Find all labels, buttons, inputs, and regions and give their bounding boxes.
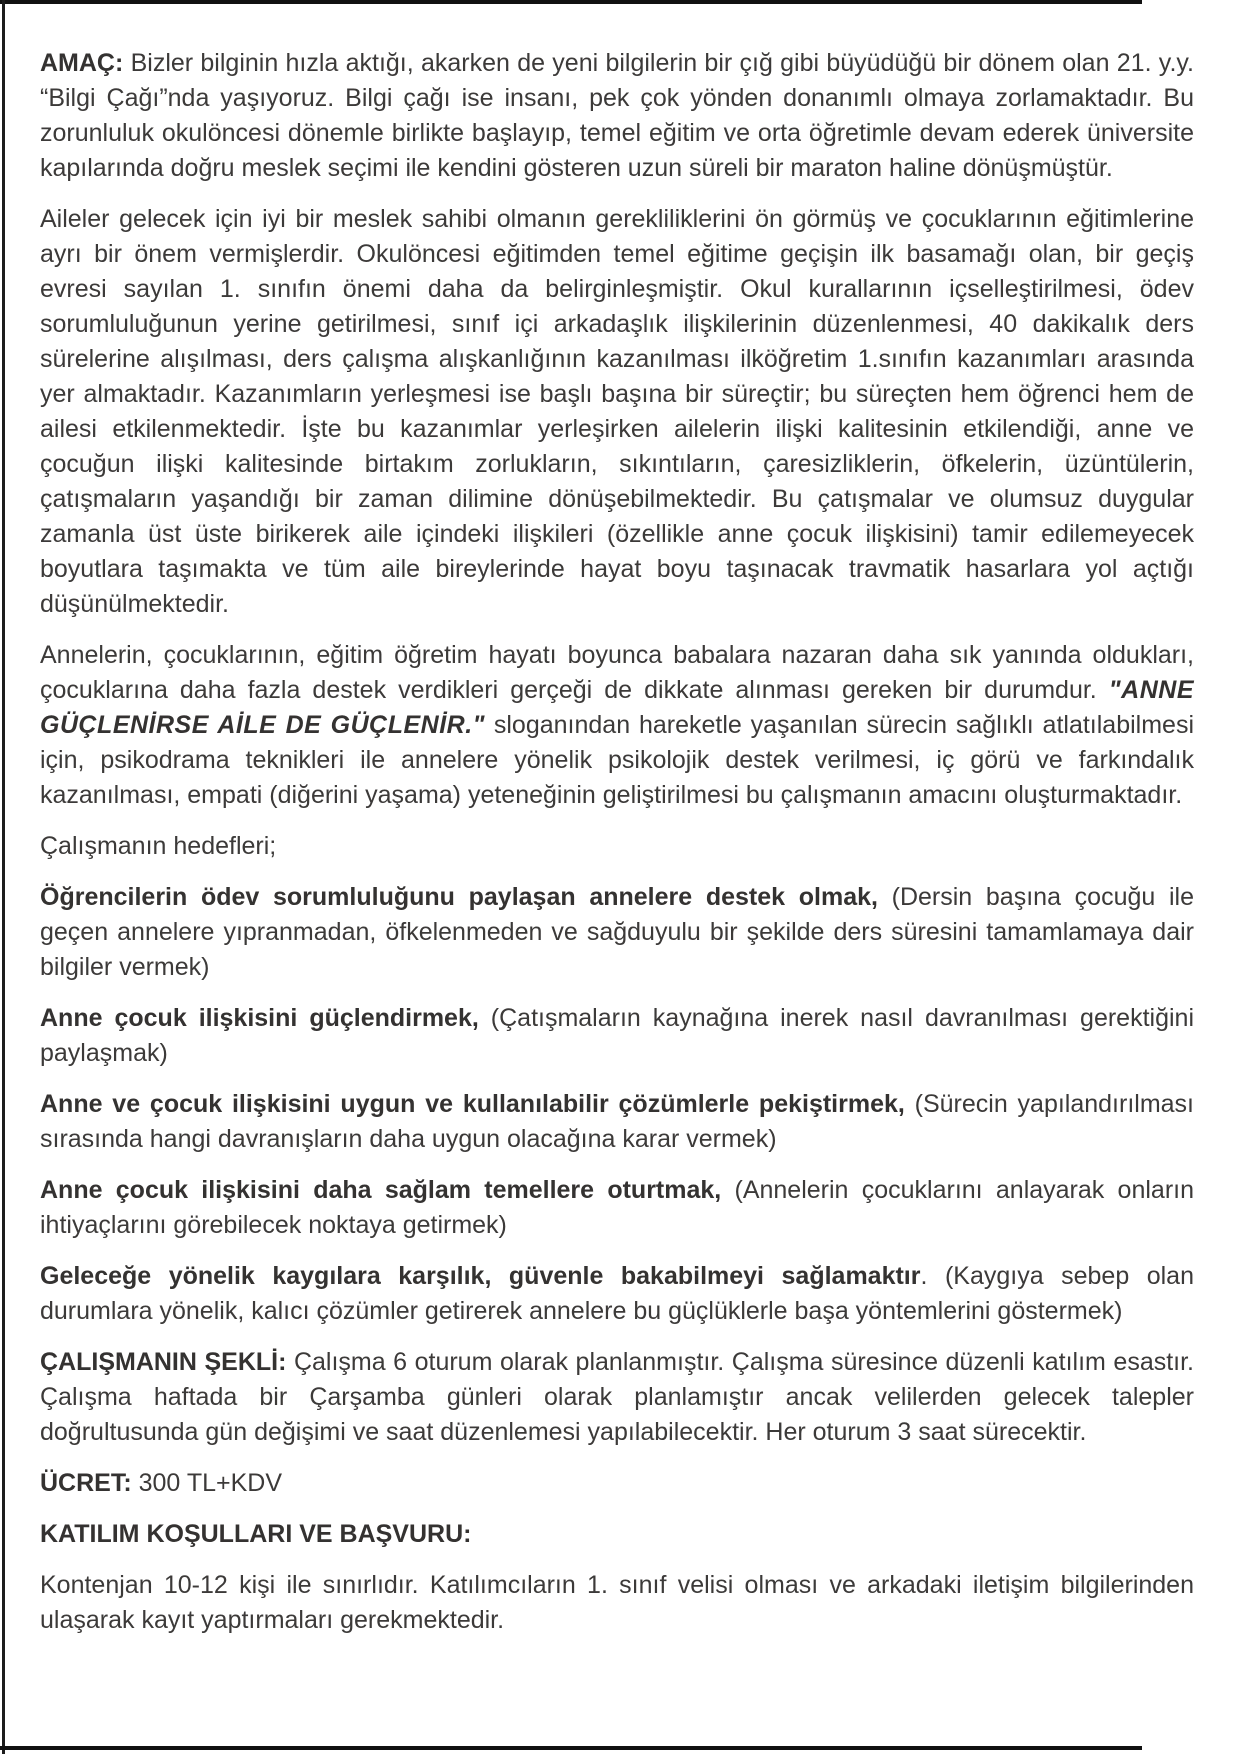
paragraph-amac xyxy=(40,46,1194,186)
paragraph-aileler xyxy=(40,202,1194,622)
kontenjan-text: Kontenjan 10-12 kişi ile sınırlıdır. Katılımcıların 1. sınıf velisi olması ve arkadaki iletişim bilgilerinden ulaşarak kayıt yaptırmaları gerekmektedir. xyxy=(40,1571,1194,1634)
goal-5-detail: . (Kaygıya sebep olan durumlara yönelik, kalıcı çözümler getirerek annelere bu güçlüklerle başa yöntemlerini göstermek) xyxy=(40,1262,1194,1325)
goal-3-lead: Anne ve çocuk ilişkisini uygun ve kullanılabilir çözümlerle pekiştirmek, xyxy=(40,1090,905,1118)
goal-2-lead: Anne çocuk ilişkisini güçlendirmek, xyxy=(40,1004,479,1032)
goal-4-detail: (Annelerin çocuklarını anlayarak onların ihtiyaçlarını görebilecek noktaya getirmek) xyxy=(40,1176,1194,1239)
goal-item-5 xyxy=(40,1259,1194,1329)
paragraph-anneler xyxy=(40,638,1194,813)
goal-item-1 xyxy=(40,880,1194,985)
page-border-bottom xyxy=(0,1746,1142,1750)
anne-guclenirse-slogan: "ANNE GÜÇLENİRSE AİLE DE GÜÇLENİR." xyxy=(40,676,1194,739)
goal-1-detail: (Dersin başına çocuğu ile geçen annelere yıpranmadan, öfkelenmeden ve sağduyulu bir şekilde ders süresini tamamlamaya dair bilgiler vermek) xyxy=(40,883,1194,981)
goal-item-3 xyxy=(40,1087,1194,1157)
goal-4-lead: Anne çocuk ilişkisini daha sağlam temellere oturtmak, xyxy=(40,1176,722,1204)
anneler-text-after: sloganından hareketle yaşanılan sürecin sağlıklı atlatılabilmesi için, psikodrama teknikleri ile annelere yönelik psikolojik destek verilmesi, iç görü ve farkındalık kazanılması, empati (diğerini yaşama) yeteneğinin geliştirilmesi bu çalışmanın amacını oluşturmaktadır. xyxy=(40,711,1195,809)
goals-intro-text: Çalışmanın hedefleri; xyxy=(40,832,277,860)
goal-item-4 xyxy=(40,1173,1194,1243)
goal-1-lead: Öğrencilerin ödev sorumluluğunu paylaşan annelere destek olmak, xyxy=(40,883,878,911)
ucret-text: 300 TL+KDV xyxy=(131,1469,283,1497)
goal-item-2 xyxy=(40,1001,1194,1071)
calismanin-sekli-heading: ÇALIŞMANIN ŞEKLİ: xyxy=(40,1348,287,1376)
anneler-text-before: Annelerin, çocuklarının, eğitim öğretim hayatı boyunca babalara nazaran daha sık yanında oldukları, çocuklarına daha fazla destek verdikleri gerçeği de dikkate alınması gereken bir durumdur. xyxy=(40,641,1194,704)
heading-katilim-kosullari xyxy=(40,1517,1194,1552)
ucret-heading: ÜCRET: xyxy=(40,1469,132,1497)
amac-text: Bizler bilginin hızla aktığı, akarken de yeni bilgilerin bir çığ gibi büyüdüğü bir dönem olan 21. y.y. “Bilgi Çağı”nda yaşıyoruz. Bilgi çağı ise insanı, pek çok yönden donanımlı olmaya zorlamaktadır. Bu zorunluluk okulöncesi dönemle birlikte başlayıp, temel eğitim ve orta öğretimle devam ederek üniversite kapılarında doğru meslek seçimi ile kendini gösteren uzun süreli bir maraton haline dönüşmüştür. xyxy=(40,49,1194,182)
calismanin-sekli-text: Çalışma 6 oturum olarak planlanmıştır. Çalışma süresince düzenli katılım esastır. Çalışma haftada bir Çarşamba günleri olarak planlamıştır ancak velilerden gelecek talepler doğrultusunda gün değişimi ve saat düzenlemesi yapılabilecektir. Her oturum 3 saat sürecektir. xyxy=(40,1348,1195,1446)
amac-heading: AMAÇ: xyxy=(40,49,124,77)
goal-5-lead: Geleceğe yönelik kaygılara karşılık, güvenle bakabilmeyi sağlamaktır xyxy=(40,1262,921,1290)
goal-3-detail: (Sürecin yapılandırılması sırasında hangi davranışların daha uygun olacağına karar vermek) xyxy=(40,1090,1195,1153)
goal-2-detail: (Çatışmaların kaynağına inerek nasıl davranılması gerektiğini paylaşmak) xyxy=(40,1004,1194,1067)
paragraph-kontenjan xyxy=(40,1568,1194,1638)
katilim-heading: KATILIM KOŞULLARI VE BAŞVURU: xyxy=(40,1520,472,1548)
paragraph-ucret xyxy=(40,1466,1194,1501)
paragraph-calismanin-sekli xyxy=(40,1345,1194,1450)
goals-intro xyxy=(40,829,1194,864)
aileler-text: Aileler gelecek için iyi bir meslek sahibi olmanın gerekliliklerini ön görmüş ve çocuklarının eğitimlerine ayrı bir önem vermişlerdir. Okulöncesi eğitimden temel eğitime geçişin ilk basamağı olan, bir geçiş evresi sayılan 1. sınıfın önemi daha da belirginleşmiştir. Okul kurallarının içselleştirilmesi, ödev sorumluluğunun yerine getirilmesi, sınıf içi arkadaşlık ilişkilerinin düzenlenmesi, 40 dakikalık ders sürelerine alışılması, ders çalışma alışkanlığının kazanılması ilköğretim 1.sınıfın kazanımları arasında yer almaktadır. Kazanımların yerleşmesi ise başlı başına bir süreçtir; bu süreçten hem öğrenci hem de ailesi etkilenmektedir. İşte bu kazanımlar yerleşirken ailelerin ilişki kalitesinin etkilendiği, anne ve çocuğun ilişki kalitesinde birtakım zorlukların, sıkıntıların, çaresizliklerin, öfkelerin, üzüntülerin, çatışmaların yaşandığı bir zaman dilimine dönüşebilmektedir. Bu çatışmalar ve olumsuz duygular zamanla üst üste birikerek aile içindeki ilişkileri (özellikle anne çocuk ilişkisini) tamir edilemeyecek boyutlara taşımakta ve tüm aile bireylerinde hayat boyu taşınacak travmatik hasarlara yol açtığı düşünülmektedir. xyxy=(40,205,1194,618)
